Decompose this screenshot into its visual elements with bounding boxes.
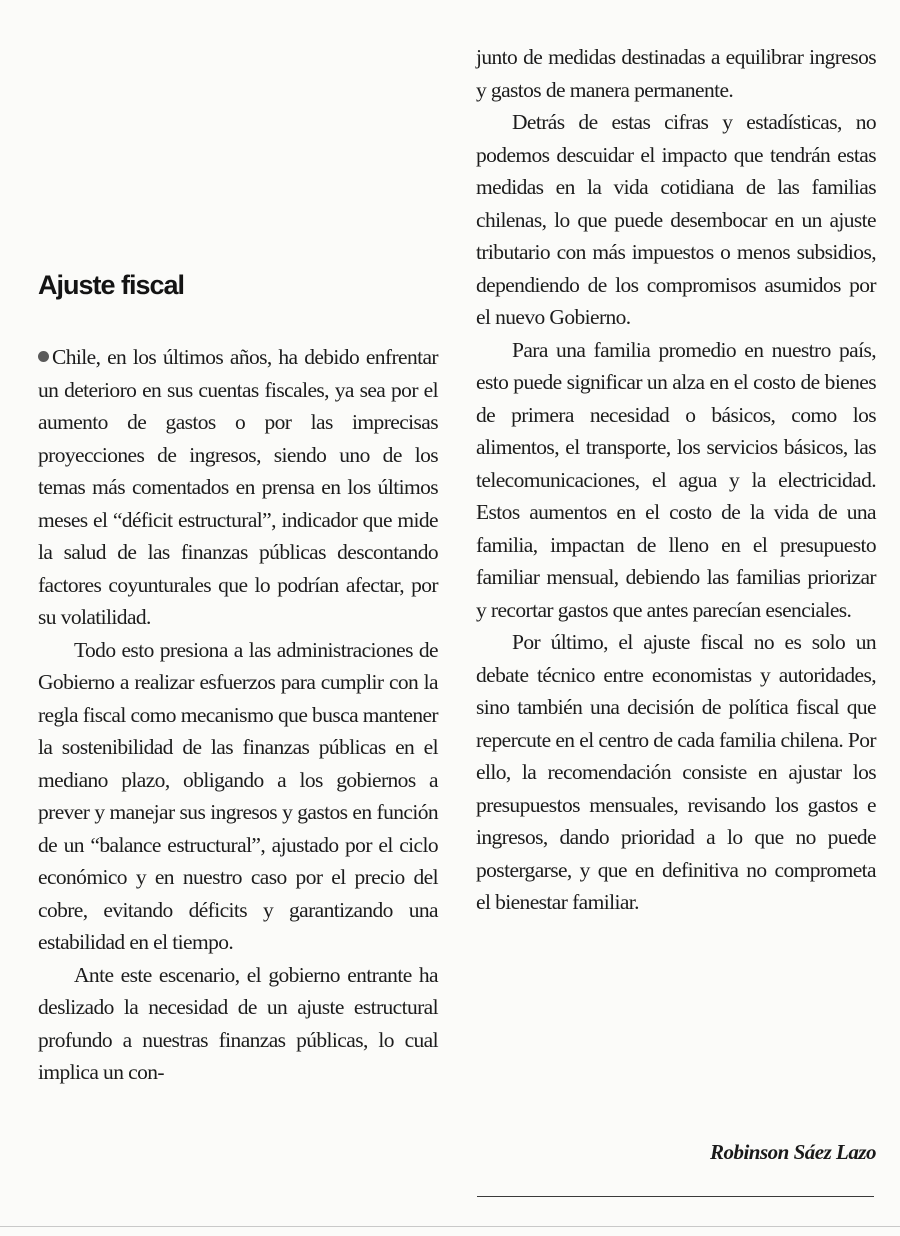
article-headline: Ajuste fiscal — [38, 270, 185, 300]
article-paragraph-2: Todo esto presiona a las administraciones de Gobierno a realizar esfuerzos para cumplir con la regla fiscal como mecanismo que busca mantener la sostenibilidad de las finanzas públicas en el mediano plazo, obligando a los gobiernos a prever y manejar sus ingresos y gastos en función de un “balance estructural”, ajustado por el ciclo económico y en nuestro caso por el precio del cobre, evitando déficits y garantizando una estabilidad en el tiempo. — [38, 637, 438, 954]
article-paragraph-5: Detrás de estas cifras y estadísticas, no podemos descuidar el impacto que tendrán estas medidas en la vida cotidiana de las familias chilenas, lo que puede desembocar en un ajuste tributario con más impuestos o menos subsidios, dependiendo de los compromisos asumidos por el nuevo Gobierno. — [476, 110, 876, 329]
article-paragraph-6: Para una familia promedio en nuestro país, esto puede significar un alza en el costo de bienes de primera necesidad o básicos, como los alimentos, el transporte, los servicios básicos, las telecomunicaciones, el agua y la electricidad. Estos aumentos en el costo de la vida de una familia, impactan de lleno en el presupuesto familiar mensual, debiendo las familias priorizar y recortar gastos que antes parecían esenciales. — [476, 337, 876, 622]
signature-divider — [477, 1196, 874, 1197]
paragraph-text: Chile, en los últimos años, ha debido enfrentar un deterioro en sus cuentas fiscales, ya sea por el aumento de gastos o por las imprecisas proyecciones de ingresos, siendo uno de los temas más comentados en prensa en los últimos meses el “déficit estructural”, indicador que mide la salud de las finanzas públicas descontando factores coyunturales que lo podrían afectar, por su volatilidad. — [38, 345, 438, 629]
article-column-right — [476, 41, 876, 919]
article-column-left — [38, 267, 438, 1089]
page-bottom-divider — [0, 1226, 900, 1227]
author-signature: Robinson Sáez Lazo — [709, 1140, 876, 1164]
bullet-dot-icon — [38, 351, 49, 362]
article-paragraph-3: Ante este escenario, el gobierno entrante ha deslizado la necesidad de un ajuste estructural profundo a nuestras finanzas públicas, lo cual implica un con- — [38, 962, 438, 1084]
article-paragraph-7: Por último, el ajuste fiscal no es solo un debate técnico entre economistas y autoridades, sino también una decisión de política fiscal que repercute en el centro de cada familia chilena. Por ello, la recomendación consiste en ajustar los presupuestos mensuales, revisando los gastos e ingresos, dando prioridad a lo que no puede postergarse, y que en definitiva no comprometa el bienestar familiar. — [476, 630, 876, 914]
article-paragraph-4: junto de medidas destinadas a equilibrar ingresos y gastos de manera permanente. — [476, 45, 876, 102]
article-paragraph-1 — [38, 341, 438, 634]
